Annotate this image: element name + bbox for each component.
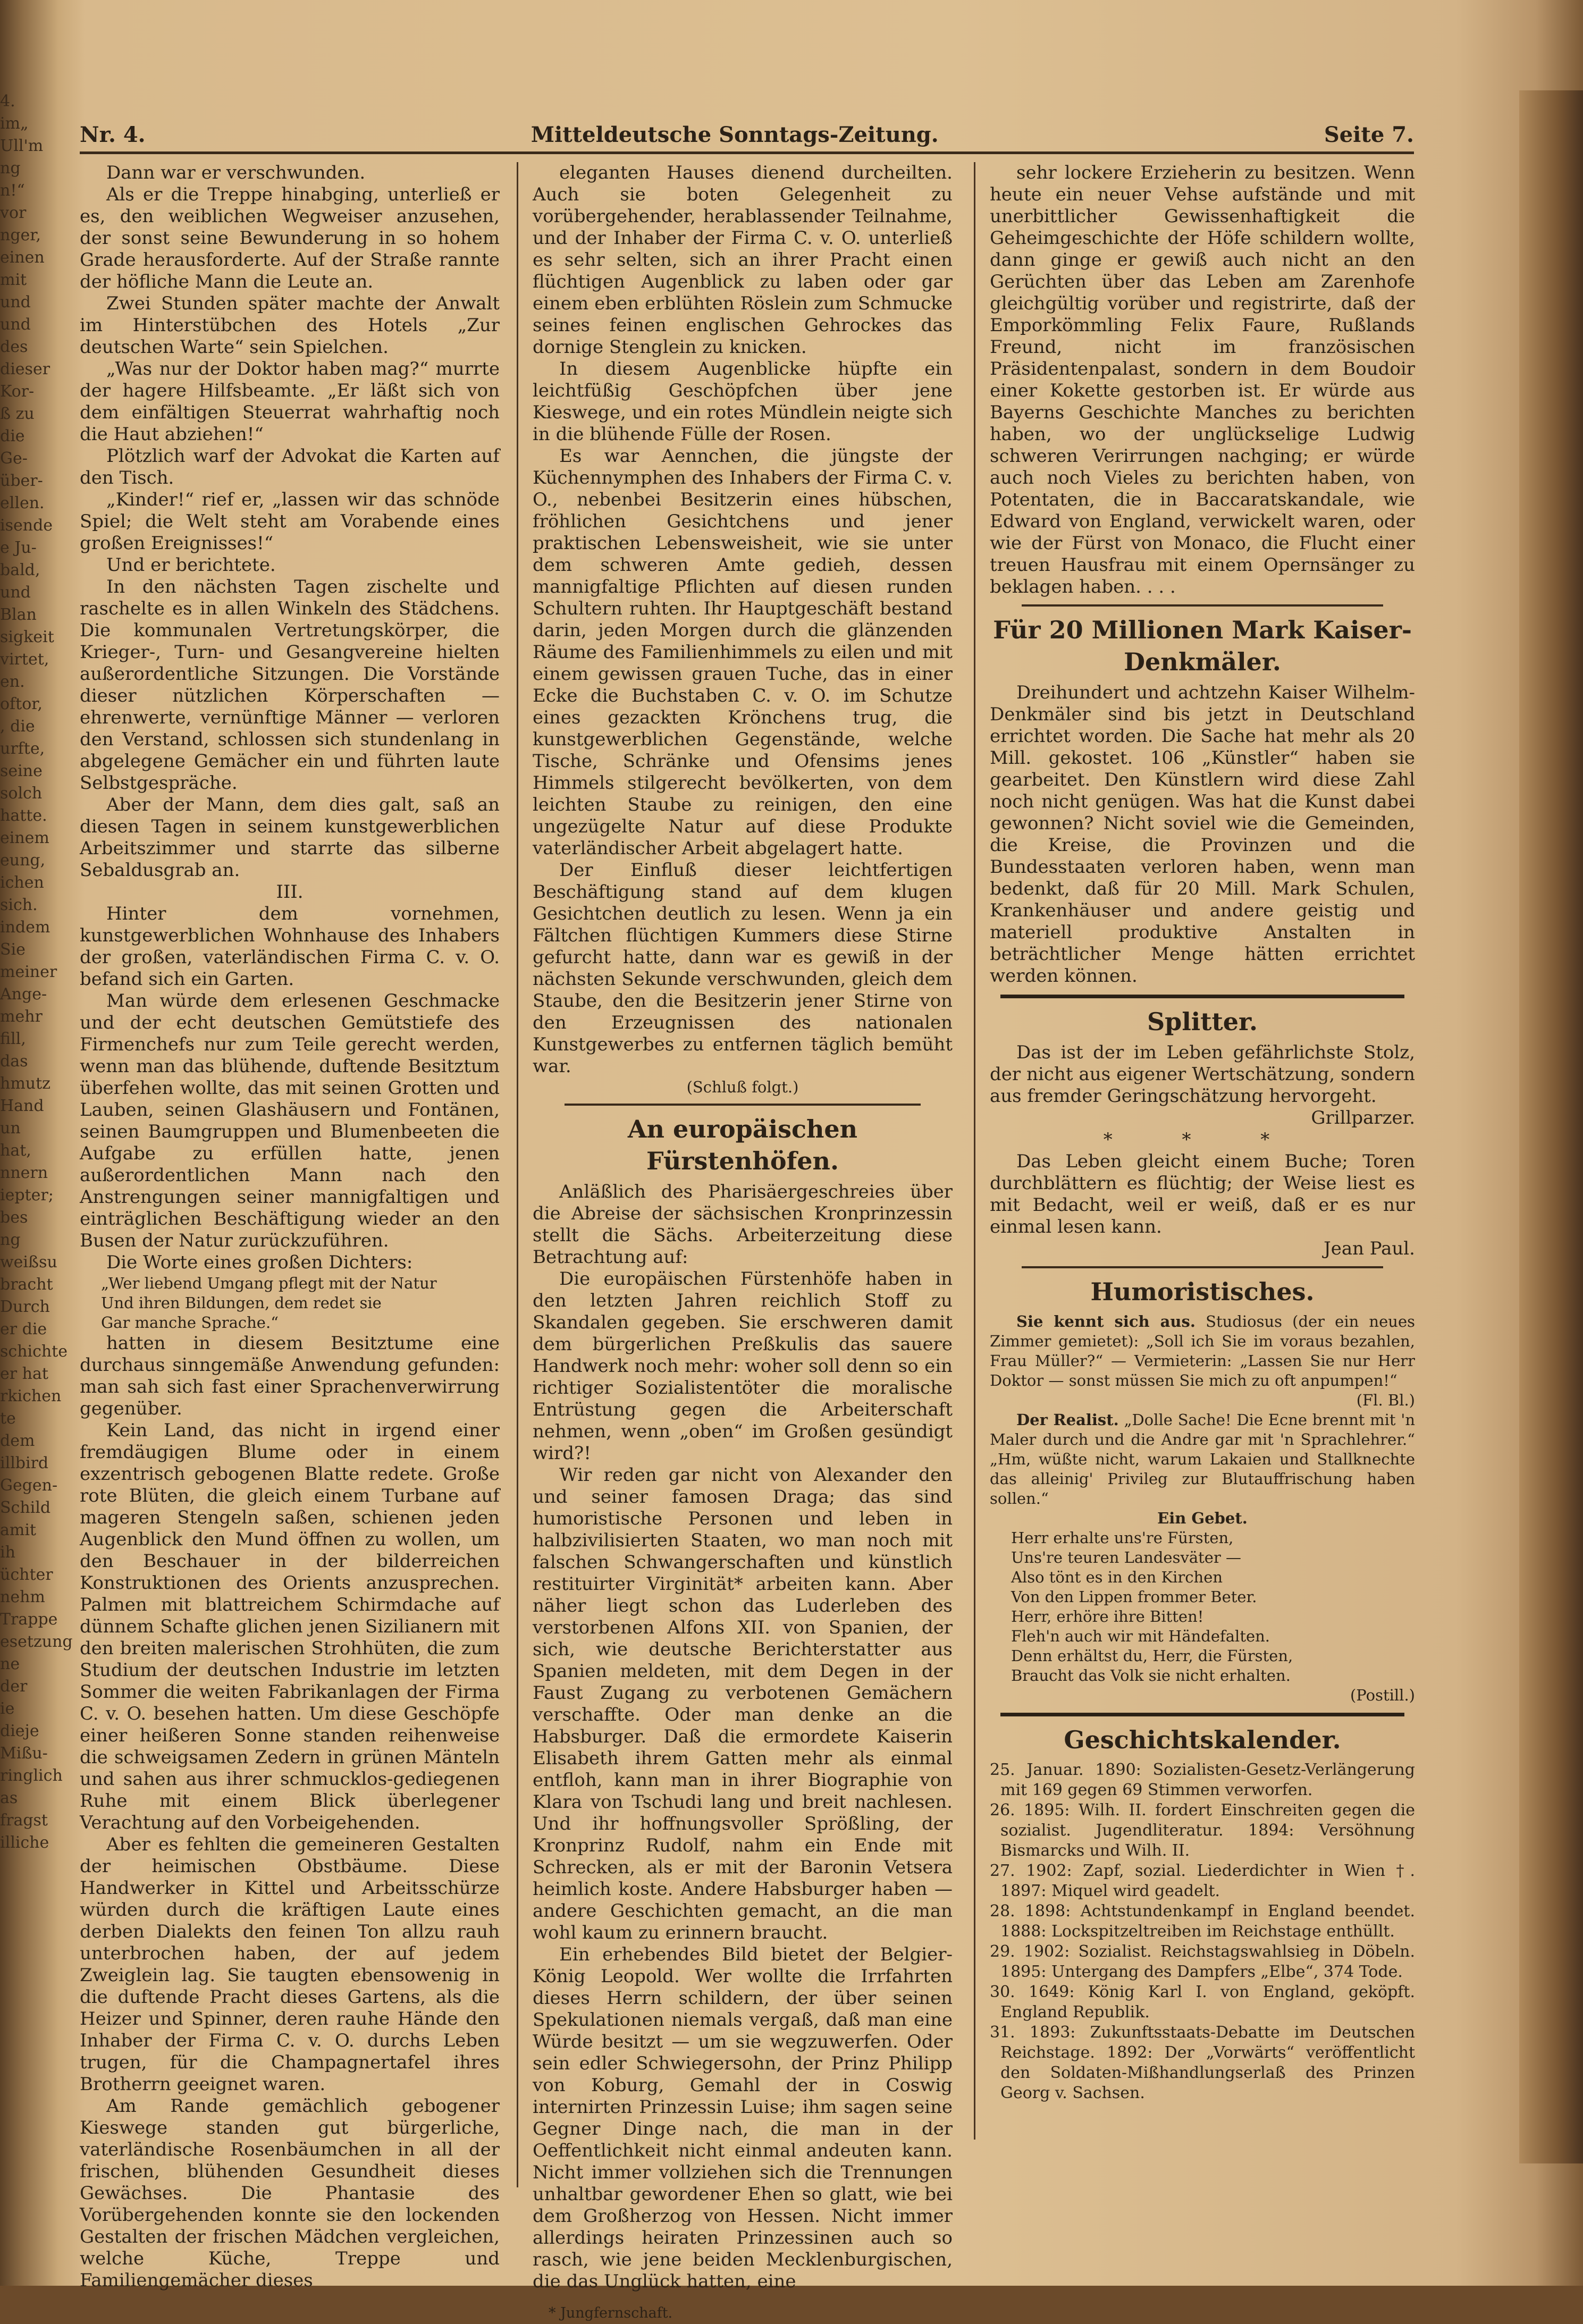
- strip-line: 4.: [0, 92, 15, 111]
- paragraph: Es war Aennchen, die jüngste der Küchennymphen des Inhabers der Firma C. v. O., nebenbei Besitzerin eines hübschen, fröhlichen Gesichtchens und jener praktischen Lebensweisheit, wie sie unter dem schweren Amte gedieh, dessen mannigfaltige Pflichten auf diesen runden Schultern ruhten. Ihr Hauptgeschäft bestand darin, jeden Morgen durch die glänzenden Räume des Familienhimmels zu eilen und mit einem gewissen grauen Tuche, das in einer Ecke die Buchstaben C. v. O. im Schutze eines gezackten Krönchens trug, die kunstgewerblichen Gegenstände, welche Tische, Schränke und Ofensims jenes Himmels stilgerecht bevölkerten, von dem leichten Staube zu reinigen, den eine ungezügelte Natur auf diese Produkte vaterländischer Arbeit abgelagert hatte.: [533, 445, 953, 859]
- strip-line: amit ih: [0, 1521, 36, 1562]
- poem-line: Also tönt es in den Kirchen: [1011, 1568, 1223, 1586]
- aphorism-author: Grillparzer.: [1311, 1107, 1415, 1129]
- strip-line: nger,: [0, 226, 41, 245]
- strip-line: meiner: [0, 963, 57, 981]
- page-number: Seite 7.: [1324, 122, 1414, 147]
- poem-line: Uns're teuren Landesväter —: [1011, 1548, 1242, 1567]
- section-divider: [1022, 1266, 1383, 1268]
- paragraph: Kein Land, das nicht in irgend einer fremdäugigen Blume oder in einem exzentrisch gebogenen Blatte redete. Große rote Blüten, die gleich einem Turbane auf mageren Stengeln saßen, schienen jeden Augenblick den Mund öffnen zu wollen, um den Beschauer in der bilderreichen Konstruktionen des Orients anzusprechen. Palmen mit blattreichem Schirmdache auf dünnem Schafte glichen jenen Sizilianern mit den breiten malerischen Strohhüten, die zum Studium der deutschen Industrie im letzten Sommer die weiten Fabrikanlagen der Firma C. v. O. besehen hatten. Um diese Geschöpfe einer heißeren Sonne standen reihenweise die schweigsamen Zedern in grünen Mänteln und sahen aus ihrer schmucklos-gediegenen Ruhe mit einem Blick überlegener Verachtung auf den Vorbeigehenden.: [80, 1420, 500, 1833]
- paragraph: Wir reden gar nicht von Alexander den und seiner famosen Draga; das sind humoristische Personen und leben in halbzivilisierten Staaten, wo man noch mit falschen Schwangerschaften und künstlich restituirter Virginität* arbeiten kann. Aber näher liegt schon das Luderleben des verstorbenen Alfons XII. von Spanien, der sich, wie deutsche Berichterstatter aus Spanien meldeten, mit dem Degen in der Faust Zugang zu verbotenen Gemächern verschaffte. Oder man denke an die Habsburger. Daß die ermordete Kaiserin Elisabeth ihrem Gatten mehr als einmal entfloh, kann man in ihrer Biographie von Klara von Tschudi lang und breit nachlesen. Und ihr hoffnungsvoller Sprößling, der Kronprinz Rudolf, nahm ein Ende mit Schrecken, als er mit der Baronin Vetsera heimlich koste. Andere Habsburger haben — andere Geschichten gemacht, an die man wohl kaum zu erinnern braucht.: [533, 1464, 953, 1943]
- strip-line: ng: [0, 159, 21, 178]
- masthead: [80, 117, 1414, 154]
- paragraph: Plötzlich warf der Advokat die Karten auf den Tisch.: [80, 445, 500, 489]
- strip-line: mit: [0, 271, 27, 289]
- strip-line: das: [0, 1052, 28, 1071]
- strip-line: isende: [0, 516, 53, 535]
- page-edge: [1519, 90, 1583, 2163]
- paragraph: Der Einfluß dieser leichtfertigen Beschäftigung stand auf dem klugen Gesichtchen deutlich zu lesen. Wenn ja ein Fältchen flüchtigen Kummers diese Stirne gefurcht hatte, dann war es gewiß in der nächsten Sekunde verschwunden, gleich dem Staube, den die Besitzerin jener Stirne von den Erzeugnissen des nationalen Kunstgewerbes zu entfernen täglich bemüht war.: [533, 860, 953, 1077]
- column-rule: [974, 162, 975, 2140]
- strip-line: Schild: [0, 1498, 51, 1517]
- poem-line: Von den Lippen frommer Beter.: [1011, 1588, 1257, 1606]
- strip-line: des: [0, 338, 28, 356]
- strip-line: vor: [0, 204, 27, 222]
- strip-line: Gegen-: [0, 1476, 58, 1495]
- section-divider: [1022, 604, 1383, 607]
- paragraph: Man würde dem erlesenen Geschmacke und der echt deutschen Gemütstiefe des Firmenchefs nur zum Teile gerecht werden, wenn man das blühende, duftende Besitztum überfehen wollte, das mit seinen Grotten und Lauben, seinen Glashäusern und Fontänen, seinen Baumgruppen und Blumenbeeten die Aufgabe zu erfüllen hatte, jenen außerordentlichen Mann nach den Anstrengungen seiner mannigfaltigen und einträglichen Beschäftigung wieder an den Busen der Natur zurückzuführen.: [80, 990, 500, 1251]
- strip-line: nehm: [0, 1588, 45, 1606]
- section-number: III.: [276, 881, 304, 903]
- adjacent-page-strip: [0, 90, 73, 2163]
- strip-line: Blan: [0, 605, 37, 624]
- paragraph: hatten in diesem Besitztume eine durchaus sinngemäße Anwendung gefunden: man sah sich fast einer Sprachenverwirrung gegenüber.: [80, 1333, 500, 1419]
- column-2: [533, 162, 953, 2324]
- paragraph: Als er die Treppe hinabging, unterließ er es, den weiblichen Wegweiser anzusehen, der sonst seine Bewunderung in so hohem Grade herausforderte. Auf der Straße rannte der höfliche Mann die Leute an.: [80, 184, 500, 292]
- strip-line: ringlich: [0, 1766, 63, 1785]
- strip-line: bald,: [0, 561, 40, 579]
- strip-line: nnern: [0, 1164, 48, 1182]
- strip-line: Ull'm: [0, 137, 44, 155]
- strip-line: hmutz: [0, 1074, 50, 1093]
- strip-line: urfte,: [0, 739, 45, 758]
- poem-line: Und ihren Bildungen, dem redet sie: [101, 1294, 382, 1312]
- strip-line: te dem: [0, 1409, 35, 1450]
- paragraph: „Was nur der Doktor haben mag?“ murrte der hagere Hilfsbeamte. „Er läßt sich von dem einfältigen Steuerrat wahrhaftig noch die Haut abziehen!“: [80, 358, 500, 445]
- strip-line: n!“: [0, 181, 25, 200]
- paragraph: „Kinder!“ rief er, „lassen wir das schnöde Spiel; die Welt steht am Vorabende eines großen Ereignisses!“: [80, 489, 500, 554]
- strip-line: solch: [0, 784, 43, 803]
- strip-line: hatte.: [0, 806, 47, 825]
- poem-line: Braucht das Volk sie nicht erhalten.: [1011, 1666, 1291, 1685]
- strip-line: e Ju-: [0, 538, 37, 557]
- strip-line: oftor,: [0, 695, 43, 713]
- strip-line: Durch: [0, 1298, 50, 1316]
- paragraph: Aber es fehlten die gemeineren Gestalten der heimischen Obstbäume. Diese Handwerker in Kittel und Arbeitsschürze würden durch die kräftigen Laute eines derben Dialekts den feinen Ton allzu rauh unterbrochen haben, der auf jedem Zweiglein lag. Sie taugten ebensowenig in die duftende Pracht dieses Gartens, als die Heizer und Spinner, deren rauhe Hände den Inhaber der Firma C. v. O. durchs Leben trugen, für die Champagnertafel ihres Brotherrn geeignet waren.: [80, 1834, 500, 2095]
- asterism: * * *: [1103, 1129, 1302, 1150]
- strip-line: seine: [0, 762, 43, 780]
- poem-line: Herr erhalte uns're Fürsten,: [1011, 1529, 1234, 1547]
- strip-line: weißsu: [0, 1253, 57, 1272]
- aphorism: Das Leben gleicht einem Buche; Toren durchblättern es flüchtig; der Weise liest es mit Bedacht, weil er weiß, daß er es nur einmal lesen kann.: [990, 1151, 1415, 1237]
- paragraph: Am Rande gemächlich gebogener Kieswege standen gut bürgerliche, vaterländische Rosenbäumchen in all der frischen, blühenden Gesundheit dieses Gewächses. Die Phantasie des Vorübergehenden konnte sie den lockenden Gestalten der frischen Mädchen vergleichen, welche Küche, Treppe und Familiengemächer dieses: [80, 2095, 500, 2291]
- strip-line: Kor-: [0, 382, 35, 401]
- strip-line: sigkeit: [0, 628, 54, 646]
- strip-line: ie dieje: [0, 1699, 39, 1740]
- aphorism: Das ist der im Leben gefährlichste Stolz, der nicht aus eigener Wertschätzung, sondern aus fremder Geringschätzung hervorgeht.: [990, 1042, 1415, 1107]
- joke-title: Sie kennt sich aus.: [1016, 1312, 1195, 1331]
- section-divider: [565, 1104, 921, 1106]
- poem-line: „Wer liebend Umgang pflegt mit der Natur: [101, 1274, 437, 1292]
- poem-line: Fleh'n auch wir mit Händefalten.: [1011, 1627, 1270, 1645]
- strip-line: indem: [0, 918, 50, 937]
- poem-title: Ein Gebet.: [1157, 1509, 1248, 1527]
- poem-line: Herr, erhöre ihre Bitten!: [1011, 1607, 1204, 1626]
- strip-line: ichen: [0, 873, 44, 892]
- strip-line: ellen.: [0, 494, 45, 512]
- paragraph: Zwei Stunden später machte der Anwalt im Hinterstübchen des Hotels „Zur deutschen Warte“ sein Spielchen.: [80, 293, 500, 358]
- strip-line: Ge-: [0, 449, 28, 468]
- paragraph: In den nächsten Tagen zischelte und raschelte es in allen Winkeln des Städchens. Die kommunalen Vertretungskörper, die Krieger-, Turn- und Gesangvereine hielten außerordentliche Sitzungen. Die Vorstände dieser nützlichen Körperschaften — ehrenwerte, vernünftige Männer — verloren den Verstand, schlossen sich stundenlang in abgelegene Gemächer ein und führten laute Selbstgespräche.: [80, 576, 500, 794]
- joke: [990, 1410, 1415, 1509]
- issue-number: Nr. 4.: [80, 122, 146, 147]
- strip-line: und: [0, 583, 31, 602]
- calendar-entry: 26. 1895: Wilh. II. fordert Einschreiten gegen die sozialist. Jugendliteratur. 1894: Versöhnung Bismarcks und Wilh. II.: [990, 1801, 1415, 1860]
- strip-line: Hand: [0, 1097, 44, 1115]
- joke-text: „Dolle Sache! Die Ecne brennt mit 'n Maler durch und die Andre gar mit 'n Sprachlehrer.“ „Hm, wüßte nicht, warum Lakaien und Stallknechte das alleinig' Privileg zur Blutauffrischung haben sollen.“: [990, 1411, 1415, 1508]
- strip-line: ne der: [0, 1655, 28, 1696]
- paragraph: Aber der Mann, dem dies galt, saß an diesen Tagen in seinem kunstgewerblichen Arbeitszimmer und starrte das silberne Sebaldusgrab an.: [80, 794, 500, 881]
- calendar-entry: 29. 1902: Sozialist. Reichstagswahlsieg in Döbeln. 1895: Untergang des Dampfers „Elbe“, 374 Tode.: [990, 1942, 1415, 1981]
- paragraph: Anläßlich des Pharisäergeschreies über die Abreise der sächsischen Kronprinzessin stellt die Sächs. Arbeiterzeitung diese Betrachtung auf:: [533, 1181, 953, 1268]
- calendar-entry: 28. 1898: Achtstundenkampf in England beendet. 1888: Lockspitzeltreiben im Reichstage enthüllt.: [990, 1902, 1415, 1941]
- joke: [990, 1312, 1415, 1391]
- paragraph: eleganten Hauses dienend durcheilten. Auch sie boten Gelegenheit zu vorübergehender, herablassender Teilnahme, und der Inhaber der Firma C. v. O. unterließ es sehr selten, sich an ihrer Pracht einen flüchtigen Augenblick zu laben oder gar einem eben erblühten Röslein zum Schmucke seines feinen englischen Gehrockes das dornige Stenglein zu knicken.: [533, 162, 953, 358]
- column-1: [80, 162, 500, 2292]
- strip-line: ß zu: [0, 405, 35, 423]
- poem-line: Denn erhältst du, Herr, die Fürsten,: [1011, 1647, 1293, 1665]
- strip-line: üchter: [0, 1565, 53, 1584]
- strip-line: dieser: [0, 360, 50, 378]
- strip-line: bracht: [0, 1275, 53, 1294]
- strip-line: illiche: [0, 1833, 49, 1852]
- joke-title: Der Realist.: [1016, 1411, 1119, 1429]
- aphorism-author: Jean Paul.: [1324, 1238, 1415, 1259]
- strip-line: sich.: [0, 896, 38, 914]
- strip-line: er hat: [0, 1365, 48, 1383]
- strip-line: ng: [0, 1231, 21, 1249]
- strip-line: rkichen: [0, 1387, 62, 1405]
- strip-line: , die: [0, 717, 35, 736]
- strip-line: er die: [0, 1320, 47, 1338]
- strip-line: schichte: [0, 1342, 68, 1361]
- strip-line: illbird: [0, 1454, 49, 1472]
- calendar-entry: 30. 1649: König Karl I. von England, geköpft. England Republik.: [990, 1983, 1415, 2022]
- continuation-note: (Schluß folgt.): [686, 1078, 799, 1096]
- paragraph: Dann war er verschwunden.: [106, 162, 366, 183]
- strip-line: über-: [0, 471, 43, 490]
- paragraph: Ein erhebendes Bild bietet der Belgier-König Leopold. Wer wollte die Irrfahrten dieses Herrn schildern, der über seinen Spekulationen niemals vergaß, daß man eine Würde besitzt — um sie wegzuwerfen. Oder sein edler Schwiegersohn, der Prinz Philipp von Koburg, Gemahl der in Coswig internirten Prinzessin Luise; ihm sagen seine Gegner Dinge nach, die man in der Oeffentlichkeit nicht einmal andeuten kann. Nicht immer vollziehen sich die Trennungen unhaltbar gewordener Ehen so glatt, wie bei dem Großherzog von Hessen. Nicht immer allerdings heiraten Prinzessinen auch so rasch, wie jene beiden Mecklenburgischen, die das Unglück hatten, eine: [533, 1944, 953, 2292]
- paragraph: Die europäischen Fürstenhöfe haben in den letzten Jahren reichlich Stoff zu Skandalen gegeben. Sie erschweren damit dem bürgerlichen Preßkulis das sauere Handwerk noch mehr: woher soll denn so ein richtiger Sozialistentöter die moralische Entrüstung gegen die Arbeiterschaft nehmen, wenn „oben“ im Großen gesündigt wird?!: [533, 1268, 953, 1464]
- strip-line: as fragst: [0, 1789, 48, 1830]
- strip-line: bes: [0, 1208, 28, 1227]
- strip-line: fill,: [0, 1030, 26, 1048]
- calendar-entry: 31. 1893: Zukunftsstaats-Debatte im Deutschen Reichstage. 1892: Der „Vorwärts“ veröffentlicht den Soldaten-Mißhandlungserlaß des Prinzen Georg v. Sachsen.: [990, 2023, 1415, 2102]
- section-heading: Geschichtskalender.: [1064, 1725, 1341, 1754]
- strip-line: Trappe: [0, 1610, 58, 1629]
- strip-line: eung,: [0, 851, 46, 870]
- joke-text: Studiosus (der ein neues Zimmer gemietet): „Soll ich Sie im voraus bezahlen, Frau Müller?“ — Vermieterin: „Lassen Sie nur Herr Doktor — sonst müssen Sie mich zu oft anpumpen!“: [990, 1312, 1415, 1390]
- paragraph: Hinter dem vornehmen, kunstgewerblichen Wohnhause des Inhabers der großen, vaterländischen Firma C. v. O. befand sich ein Garten.: [80, 903, 500, 990]
- calendar-entry: 25. Januar. 1890: Sozialisten-Gesetz-Verlängerung mit 169 gegen 69 Stimmen verworfen.: [990, 1761, 1415, 1799]
- column-3: [990, 162, 1415, 2103]
- paragraph: sehr lockere Erzieherin zu besitzen. Wenn heute ein neuer Vehse aufstände und mit unerbittlicher Gewissenhaftigkeit die Geheimgeschichte der Höfe schildern wollte, dann ginge er gewiß auch nicht an den Gerüchten über das Leben am Zarenhofe gleichgültig vorüber und registrirte, daß der Emporkömmling Felix Faure, Rußlands Freund, nicht im französischen Präsidentenpalast, sondern in dem Boudoir einer Kokette gestorben ist. Er würde aus Bayerns Geschichte Manches zu berichten haben, wo der unglückselige Ludwig schweren Verirrungen nachging; er würde auch noch Vieles zu berichten haben, von Potentaten, die in Baccaratskandale, wie Edward von England, verwickelt waren, oder wie der Fürst von Monaco, die Flucht einer treuen Hausfrau mit einem Opernsänger zu beklagen haben. . . .: [990, 162, 1415, 597]
- article-heading: Für 20 Millionen Mark Kaiser-Denkmäler.: [993, 616, 1412, 676]
- newspaper-title: Mitteldeutsche Sonntags-Zeitung.: [531, 122, 939, 147]
- paragraph: Und er berichtete.: [106, 554, 276, 576]
- strip-line: im„: [0, 114, 29, 133]
- strip-line: einem: [0, 829, 49, 847]
- column-rule: [517, 162, 518, 2187]
- paragraph: Dreihundert und achtzehn Kaiser Wilhelm-Denkmäler sind bis jetzt in Deutschland errichtet worden. Die Sache hat mehr als 20 Mill. gekostet. 106 „Künstler“ haben sie gearbeitet. Den Künstlern wird diese Zahl noch nicht genügen. Was hat die Kunst dabei gewonnen? Nicht soviel wie die Gemeinden, die Kreise, die Provinzen und die Bundesstaaten verloren haben, wenn man bedenkt, daß für 20 Mill. Mark Schulen, Krankenhäuser und andere geistig und materiell produktive Anstalten in beträchtlicher Menge hätten errichtet werden können.: [990, 682, 1415, 987]
- section-heading: Humoristisches.: [1090, 1277, 1315, 1306]
- strip-line: mehr: [0, 1007, 43, 1026]
- strip-line: en.: [0, 672, 25, 691]
- strip-line: un hat,: [0, 1119, 31, 1160]
- paragraph: Die Worte eines großen Dichters:: [106, 1252, 413, 1273]
- strip-line: und: [0, 293, 31, 311]
- section-divider: [1000, 995, 1404, 998]
- section-heading: Splitter.: [1147, 1007, 1258, 1036]
- strip-line: esetzung: [0, 1632, 73, 1651]
- strip-line: Sie: [0, 940, 26, 959]
- strip-line: iepter;: [0, 1186, 54, 1205]
- paragraph: In diesem Augenblicke hüpfte ein leichtfüßig Geschöpfchen über jene Kieswege, und ein rotes Mündlein neigte sich in die blühende Fülle der Rosen.: [533, 358, 953, 445]
- strip-line: virtet,: [0, 650, 49, 669]
- strip-line: Mißu-: [0, 1744, 48, 1763]
- section-divider: [1000, 1713, 1404, 1716]
- calendar-entry: 27. 1902: Zapf, sozial. Liederdichter in Wien †. 1897: Miquel wird geadelt.: [990, 1862, 1415, 1900]
- strip-line: einen: [0, 248, 45, 267]
- strip-line: die: [0, 427, 25, 445]
- article-heading: An europäischen Fürstenhöfen.: [627, 1115, 858, 1175]
- strip-line: Ange-: [0, 985, 47, 1004]
- strip-line: und: [0, 315, 31, 334]
- page-content: [80, 117, 1415, 2321]
- poem-line: Gar manche Sprache.“: [101, 1313, 279, 1332]
- poem-source: (Postill.): [1350, 1686, 1415, 1704]
- joke-source: (Fl. Bl.): [1356, 1391, 1415, 1409]
- footnote: * Jungfernschaft.: [549, 2305, 673, 2321]
